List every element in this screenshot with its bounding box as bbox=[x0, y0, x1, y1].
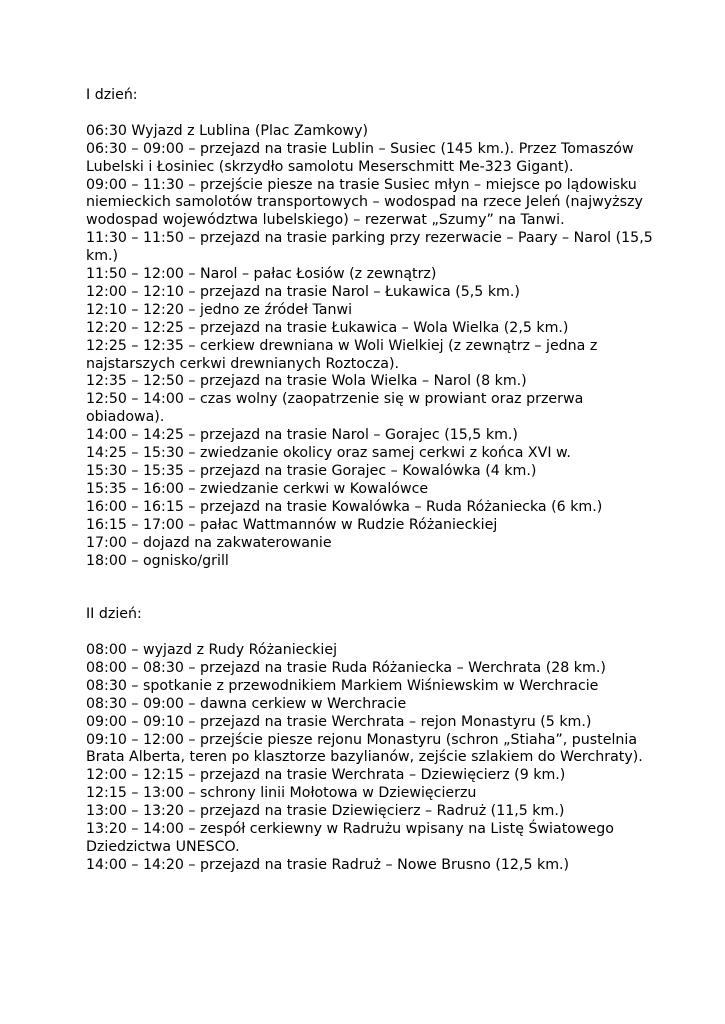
schedule-entry: 09:00 – 09:10 – przejazd na trasie Werchrata – rejon Monastyru (5 km.) bbox=[86, 713, 592, 730]
schedule-entry: 12:35 – 12:50 – przejazd na trasie Wola Wielka – Narol (8 km.) bbox=[86, 373, 527, 390]
schedule-entry: 11:30 – 11:50 – przejazd na trasie parking przy rezerwacie – Paary – Narol (15,5 km.) bbox=[86, 230, 653, 265]
day1-schedule bbox=[86, 123, 666, 571]
schedule-entry: 13:20 – 14:00 – zespół cerkiewny w Radrużu wpisany na Listę Światowego Dziedzictwa UNESCO. bbox=[86, 821, 614, 855]
schedule-entry: 08:30 – spotkanie z przewodnikiem Markiem Wiśniewskim w Werchracie bbox=[86, 677, 599, 694]
schedule-entry: 12:00 – 12:10 – przejazd na trasie Narol – Łukawica (5,5 km.) bbox=[86, 283, 520, 300]
schedule-entry: 06:30 – 09:00 – przejazd na trasie Lublin – Susiec (145 km.). Przez Tomaszów Lubelski i Łosiniec (skrzydło samolotu Meserschmitt Me-323 Gigant). bbox=[86, 140, 634, 175]
schedule-entry: 12:50 – 14:00 – czas wolny (zaopatrzenie się w prowiant oraz przerwa obiadowa). bbox=[86, 391, 584, 426]
spacer bbox=[86, 570, 666, 606]
schedule-entry: 14:25 – 15:30 – zwiedzanie okolicy oraz samej cerkwi z końca XVI w. bbox=[86, 445, 571, 462]
schedule-entry: 17:00 – dojazd na zakwaterowanie bbox=[86, 534, 332, 551]
schedule-entry: 08:00 – wyjazd z Rudy Różanieckiej bbox=[86, 642, 338, 659]
day2-heading: II dzień: bbox=[86, 606, 142, 623]
schedule-entry: 08:00 – 08:30 – przejazd na trasie Ruda Różaniecka – Werchrata (28 km.) bbox=[86, 659, 606, 676]
schedule-entry: 16:00 – 16:15 – przejazd na trasie Kowalówka – Ruda Różaniecka (6 km.) bbox=[86, 498, 603, 515]
spacer bbox=[86, 105, 666, 123]
schedule-entry: 09:10 – 12:00 – przejście piesze rejonu Monastyru (schron „Stiaha”, pustelnia Brata Alberta, teren po klasztorze bazylianów, zejście szlakiem do Werchraty). bbox=[86, 731, 643, 766]
day2-schedule bbox=[86, 642, 666, 875]
schedule-entry: 12:00 – 12:15 – przejazd na trasie Werchrata – Dziewięcierz (9 km.) bbox=[86, 767, 566, 784]
schedule-entry: 12:10 – 12:20 – jedno ze źródeł Tanwi bbox=[86, 301, 353, 318]
schedule-entry: 06:30 Wyjazd z Lublina (Plac Zamkowy) bbox=[86, 122, 369, 139]
schedule-entry: 13:00 – 13:20 – przejazd na trasie Dziewięcierz – Radruż (11,5 km.) bbox=[86, 803, 565, 820]
schedule-entry: 12:25 – 12:35 – cerkiew drewniana w Woli Wielkiej (z zewnątrz – jedna z najstarszych cerkwi drewnianych Roztocza). bbox=[86, 337, 598, 372]
schedule-entry: 14:00 – 14:20 – przejazd na trasie Radruż – Nowe Brusno (12,5 km.) bbox=[86, 856, 570, 873]
schedule-entry: 12:15 – 13:00 – schrony linii Mołotowa w Dziewięcierzu bbox=[86, 785, 477, 802]
schedule-entry: 12:20 – 12:25 – przejazd na trasie Łukawica – Wola Wielka (2,5 km.) bbox=[86, 319, 569, 336]
schedule-entry: 15:30 – 15:35 – przejazd na trasie Gorajec – Kowalówka (4 km.) bbox=[86, 463, 537, 479]
schedule-entry: 09:00 – 11:30 – przejście piesze na trasie Susiec młyn – miejsce po lądowisku niemieckich samolotów transportowych – wodospad na rzece Jeleń (najwyższy wodospad województwa lubelskiego) – rezerwat „Szumy” na Tanwi. bbox=[86, 176, 643, 229]
schedule-entry: 16:15 – 17:00 – pałac Wattmannów w Rudzie Różanieckiej bbox=[86, 516, 498, 533]
schedule-entry: 18:00 – ognisko/grill bbox=[86, 552, 229, 569]
schedule-entry: 14:00 – 14:25 – przejazd na trasie Narol – Gorajec (15,5 km.) bbox=[86, 427, 518, 444]
document-page bbox=[86, 87, 666, 875]
schedule-entry: 11:50 – 12:00 – Narol – pałac Łosiów (z zewnątrz) bbox=[86, 266, 437, 283]
schedule-entry: 08:30 – 09:00 – dawna cerkiew w Werchracie bbox=[86, 695, 407, 712]
day1-heading: I dzień: bbox=[86, 87, 138, 103]
schedule-entry: 15:35 – 16:00 – zwiedzanie cerkwi w Kowalówce bbox=[86, 480, 429, 497]
spacer bbox=[86, 624, 666, 642]
